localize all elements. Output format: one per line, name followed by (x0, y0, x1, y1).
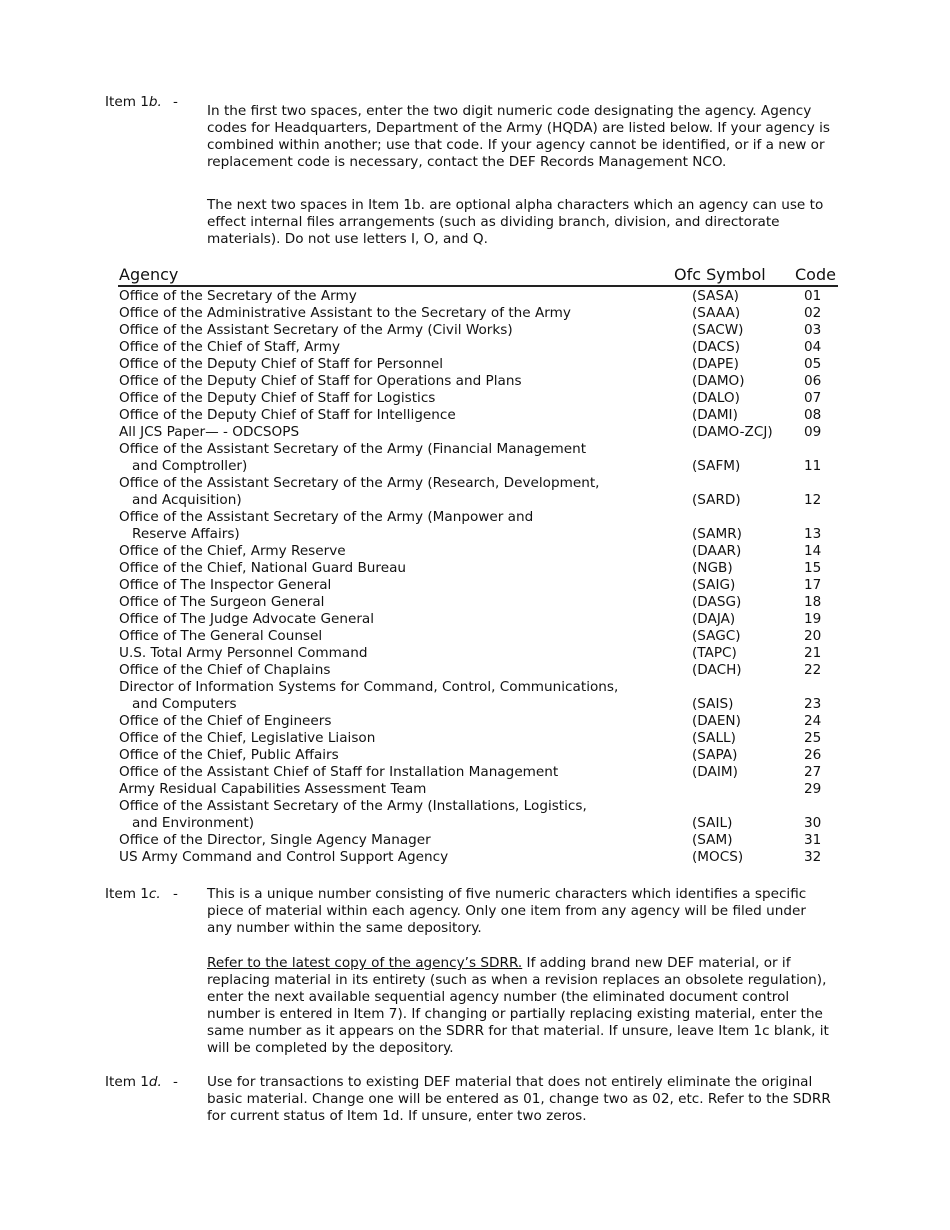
agency-code: 32 (804, 849, 822, 865)
item-1c-text (207, 886, 832, 937)
agency-name: Office of The Surgeon General (119, 594, 325, 610)
agency-name: Office of the Secretary of the Army (119, 288, 357, 304)
agency-name: Office of The General Counsel (119, 628, 323, 644)
office-symbol: (DAEN) (692, 713, 741, 729)
item-1d-text (207, 1074, 832, 1125)
table-row (118, 390, 838, 407)
office-symbol: (DAMO-ZCJ) (692, 424, 773, 440)
agency-name: Office of The Inspector General (119, 577, 332, 593)
agency-name: Office of the Assistant Secretary of the Army (Installations, Logistics, (119, 798, 587, 814)
item-1d-paragraph-1: Use for transactions to existing DEF material that does not entirely eliminate the original basic material. Change one will be entered as 01, change two as 02, etc. Refer to the SDRR for current status of Item 1d. If unsure, enter two zeros. (207, 1074, 831, 1124)
agency-name: Office of the Assistant Chief of Staff for Installation Management (119, 764, 559, 780)
item-1b-dash: - (173, 94, 178, 110)
table-row (118, 662, 838, 679)
agency-name: Office of the Chief, Public Affairs (119, 747, 339, 763)
office-symbol: (DACH) (692, 662, 742, 678)
header-office-symbol: Ofc Symbol (674, 265, 766, 284)
table-row (118, 628, 838, 645)
item-1b-paragraph-1: In the first two spaces, enter the two digit numeric code designating the agency. Agency codes for Headquarters, Department of the Army (HQDA) are listed below. If your agency is combined within another; use that code. If your agency cannot be identified, or if a new or replacement code is necessary, contact the DEF Records Management NCO. (207, 103, 831, 170)
table-row (118, 560, 838, 577)
table-row (118, 356, 838, 373)
office-symbol: (MOCS) (692, 849, 744, 865)
agency-name: Office of the Chief, Army Reserve (119, 543, 346, 559)
item-1b-paragraph-2: The next two spaces in Item 1b. are optional alpha characters which an agency can use to effect internal files arrangements (such as dividing branch, division, and directorate materials). Do not use letters I, O, and Q. (207, 197, 824, 247)
item-1b-letter: b. (148, 94, 162, 110)
office-symbol: (DAJA) (692, 611, 736, 627)
agency-name: Office of the Deputy Chief of Staff for Personnel (119, 356, 444, 372)
office-symbol: (SAIG) (692, 577, 736, 593)
agency-code: 21 (804, 645, 822, 661)
item-1b-label (105, 94, 178, 111)
item-1c-paragraph-2-rest: If adding brand new DEF material, or if replacing material in its entirety (such as when a revision replaces an obsolete regulation), enter the next available sequential agency number (the eliminated document control number is entered in Item 7). If changing or partially replacing existing material, enter the same number as it appears on the SDRR for that material. If unsure, leave Item 1c blank, it will be completed by the depository. (207, 955, 829, 1056)
agency-code: 04 (804, 339, 822, 355)
agency-name: Office of the Assistant Secretary of the Army (Research, Development, (119, 475, 600, 491)
item-1c-label (105, 886, 178, 903)
table-row (118, 543, 838, 560)
item-1c-dash: - (173, 886, 178, 902)
agency-name: Office of the Chief of Engineers (119, 713, 332, 729)
office-symbol: (DAPE) (692, 356, 739, 372)
office-symbol: (DALO) (692, 390, 740, 406)
table-row (118, 339, 838, 356)
office-symbol: (DACS) (692, 339, 741, 355)
item-1b-text (207, 103, 832, 171)
table-row (118, 679, 838, 713)
table-row (118, 509, 838, 543)
table-body (118, 288, 838, 866)
office-symbol: (SAMR) (692, 526, 742, 542)
item-1c-paragraph-1: This is a unique number consisting of five numeric characters which identifies a specific piece of material within each agency. Only one item from any agency will be filed under any number within the same depository. (207, 886, 807, 936)
table-row (118, 288, 838, 305)
office-symbol: (SARD) (692, 492, 741, 508)
item-1c-letter: c. (148, 886, 161, 902)
item-1d-letter: d. (148, 1074, 162, 1090)
agency-name: Office of the Chief, National Guard Bureau (119, 560, 407, 576)
agency-name: Office of the Assistant Secretary of the Army (Manpower and (119, 509, 534, 525)
table-row (118, 849, 838, 866)
sdrr-reference-note: Refer to the latest copy of the agency’s SDRR. (207, 955, 523, 971)
item-1c-text-2 (207, 955, 832, 1057)
agency-code: 09 (804, 424, 822, 440)
agency-code: 11 (804, 458, 822, 474)
agency-code: 24 (804, 713, 822, 729)
table-row (118, 305, 838, 322)
table-row (118, 322, 838, 339)
table-header (118, 264, 838, 287)
agency-name: Office of The Judge Advocate General (119, 611, 375, 627)
office-symbol: (DAMO) (692, 373, 745, 389)
office-symbol: (DASG) (692, 594, 742, 610)
item-1b-text-2 (207, 197, 832, 248)
agency-code: 12 (804, 492, 822, 508)
agency-code: 23 (804, 696, 822, 712)
office-symbol: (DAMI) (692, 407, 738, 423)
agency-code: 05 (804, 356, 822, 372)
table-row (118, 407, 838, 424)
agency-name: Reserve Affairs) (132, 526, 240, 542)
office-symbol: (SACW) (692, 322, 744, 338)
agency-name: Office of the Administrative Assistant to the Secretary of the Army (119, 305, 571, 321)
agency-name: Office of the Deputy Chief of Staff for Logistics (119, 390, 436, 406)
agency-name: Office of the Chief, Legislative Liaison (119, 730, 376, 746)
agency-name: All JCS Paper— - ODCSOPS (119, 424, 300, 440)
agency-name: Office of the Chief of Chaplains (119, 662, 331, 678)
agency-code: 17 (804, 577, 822, 593)
table-row (118, 798, 838, 832)
agency-name: Office of the Assistant Secretary of the Army (Civil Works) (119, 322, 513, 338)
agency-code: 08 (804, 407, 822, 423)
agency-code-table (118, 264, 838, 866)
table-row (118, 373, 838, 390)
agency-name: and Acquisition) (132, 492, 242, 508)
agency-code: 29 (804, 781, 822, 797)
item-1c-prefix: Item 1 (105, 886, 149, 902)
agency-name: US Army Command and Control Support Agency (119, 849, 449, 865)
agency-code: 06 (804, 373, 822, 389)
table-row (118, 730, 838, 747)
header-code: Code (795, 265, 836, 284)
agency-code: 14 (804, 543, 822, 559)
office-symbol: (SALL) (692, 730, 736, 746)
agency-name: Army Residual Capabilities Assessment Team (119, 781, 427, 797)
agency-code: 07 (804, 390, 822, 406)
table-row (118, 713, 838, 730)
agency-code: 01 (804, 288, 822, 304)
agency-code: 20 (804, 628, 822, 644)
table-row (118, 832, 838, 849)
agency-code: 26 (804, 747, 822, 763)
agency-code: 18 (804, 594, 822, 610)
office-symbol: (NGB) (692, 560, 733, 576)
item-1b-prefix: Item 1 (105, 94, 149, 110)
office-symbol: (DAAR) (692, 543, 742, 559)
agency-code: 13 (804, 526, 822, 542)
agency-name: and Environment) (132, 815, 254, 831)
agency-name: Office of the Chief of Staff, Army (119, 339, 341, 355)
agency-code: 27 (804, 764, 822, 780)
table-row (118, 645, 838, 662)
table-row (118, 611, 838, 628)
item-1d-dash: - (173, 1074, 178, 1090)
office-symbol: (SAIL) (692, 815, 733, 831)
office-symbol: (SAFM) (692, 458, 741, 474)
office-symbol: (SAPA) (692, 747, 738, 763)
office-symbol: (SAIS) (692, 696, 734, 712)
agency-code: 15 (804, 560, 822, 576)
header-agency: Agency (119, 265, 179, 284)
office-symbol: (SASA) (692, 288, 739, 304)
table-row (118, 594, 838, 611)
agency-name: Office of the Deputy Chief of Staff for Intelligence (119, 407, 456, 423)
table-row (118, 577, 838, 594)
office-symbol: (SAAA) (692, 305, 741, 321)
item-1d-label (105, 1074, 178, 1091)
office-symbol: (DAIM) (692, 764, 738, 780)
office-symbol: (TAPC) (692, 645, 737, 661)
agency-code: 02 (804, 305, 822, 321)
agency-code: 03 (804, 322, 822, 338)
agency-name: U.S. Total Army Personnel Command (119, 645, 368, 661)
agency-name: and Computers (132, 696, 237, 712)
agency-code: 31 (804, 832, 822, 848)
agency-code: 30 (804, 815, 822, 831)
agency-name: Office of the Assistant Secretary of the Army (Financial Management (119, 441, 587, 457)
table-row (118, 475, 838, 509)
agency-name: Office of the Deputy Chief of Staff for Operations and Plans (119, 373, 522, 389)
agency-name: Director of Information Systems for Command, Control, Communications, (119, 679, 619, 695)
agency-code: 25 (804, 730, 822, 746)
agency-name: Office of the Director, Single Agency Manager (119, 832, 431, 848)
table-row (118, 764, 838, 781)
agency-code: 22 (804, 662, 822, 678)
table-row (118, 781, 838, 798)
item-1d-prefix: Item 1 (105, 1074, 149, 1090)
table-row (118, 441, 838, 475)
agency-name: and Comptroller) (132, 458, 248, 474)
table-row (118, 747, 838, 764)
agency-code: 19 (804, 611, 822, 627)
item-1c-paragraph-2 (207, 955, 832, 1057)
office-symbol: (SAGC) (692, 628, 741, 644)
office-symbol: (SAM) (692, 832, 733, 848)
table-row (118, 424, 838, 441)
